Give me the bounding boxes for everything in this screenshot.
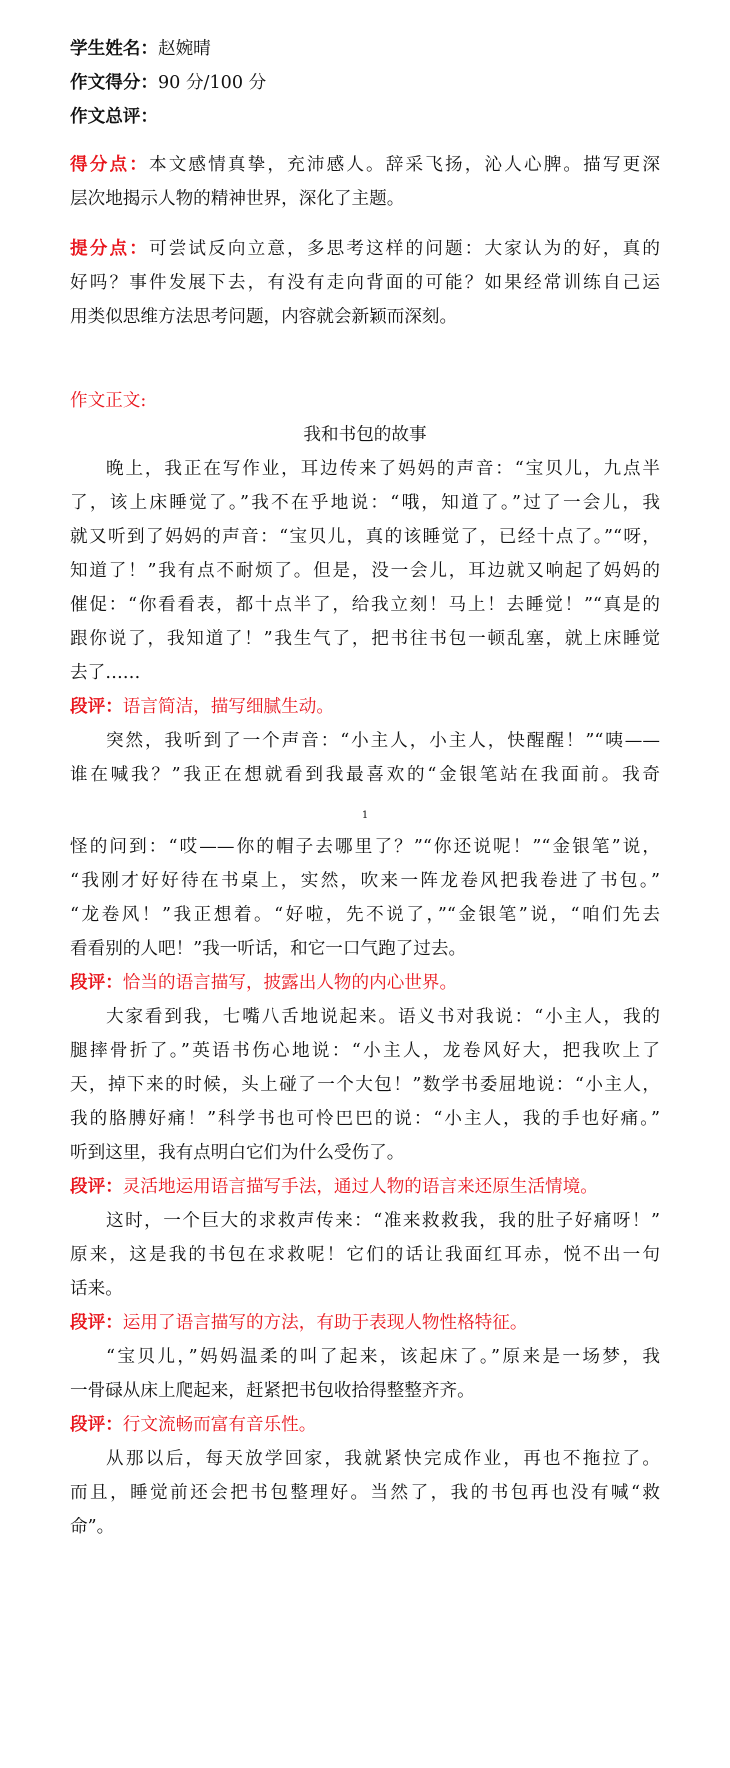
- essay-line: “宝贝儿，”妈妈温柔的叫了起来，该起床了。”原来是一场梦，我: [106, 1347, 660, 1367]
- essay-line: 知道了！”我有点不耐烦了。但是，没一会儿，耳边就又响起了妈妈的: [70, 561, 660, 581]
- essay-line: 去了……: [70, 663, 141, 683]
- essay-line: 催促：“你看看表，都十点半了，给我立刻！马上！去睡觉！”“真是的: [70, 595, 660, 615]
- essay-line: 大家看到我，七嘴八舌地说起来。语义书对我说：“小主人，我的: [106, 1007, 660, 1027]
- comment-label: 段评：: [70, 1312, 123, 1333]
- essay-line: 天，掉下来的时候，头上碰了一个大包！”数学书委屈地说：“小主人，: [70, 1075, 660, 1095]
- essay-line: 这时，一个巨大的求救声传来：“准来救救我，我的肚子好痛呀！”: [106, 1211, 660, 1231]
- essay-line: “龙卷风！”我正想着。“好啦，先不说了，”“金银笔”说，“咱们先去: [70, 905, 660, 925]
- strength-line-1: 得分点：本文感情真挚，充沛感人。辞采飞扬，沁人心脾。描写更深: [70, 154, 660, 175]
- paragraph-comment: 段评：恰当的语言描写，披露出人物的内心世界。: [70, 972, 458, 993]
- essay-line: 跟你说了，我知道了！”我生气了，把书往书包一顿乱塞，就上床睡觉: [70, 629, 660, 649]
- essay-section-label: 作文正文:: [70, 391, 147, 411]
- score-row: [70, 72, 266, 94]
- improve-line-3: 用类似思维方法思考问题，内容就会新颖而深刻。: [70, 307, 458, 327]
- essay-title: 我和书包的故事: [303, 425, 427, 445]
- paragraph-comment: 段评：语言简洁，描写细腻生动。: [70, 696, 334, 717]
- essay-line: 而且，睡觉前还会把书包整理好。当然了，我的书包再也没有喊“救: [70, 1483, 660, 1503]
- paragraph-comment: 段评：行文流畅而富有音乐性。: [70, 1414, 317, 1435]
- essay-line: 命”。: [70, 1517, 115, 1537]
- comment-label: 段评：: [70, 696, 123, 717]
- essay-line: 就又听到了妈妈的声音：“宝贝儿，真的该睡觉了，已经十点了。”“呀，: [70, 527, 660, 547]
- student-name-value: 赵婉晴: [157, 39, 211, 59]
- essay-line: 晚上，我正在写作业，耳边传来了妈妈的声音：“宝贝儿，九点半: [106, 459, 660, 479]
- score-label: 作文得分：: [70, 72, 158, 93]
- essay-line: 我的胳膊好痛！”科学书也可怜巴巴的说：“小主人，我的手也好痛。”: [70, 1109, 660, 1129]
- improve-line-2: 好吗？事件发展下去，有没有走向背面的可能？如果经常训练自己运: [70, 273, 660, 293]
- essay-line: 突然，我听到了一个声音：“小主人，小主人，快醒醒！”“咦——: [106, 731, 660, 751]
- essay-line: “我刚才好好待在书桌上，实然，吹来一阵龙卷风把我卷进了书包。”: [70, 871, 660, 891]
- paragraph-comment: 段评：灵活地运用语言描写手法，通过人物的语言来还原生活情境。: [70, 1176, 598, 1197]
- essay-line: 看看别的人吧！”我一听话，和它一口气跑了过去。: [70, 939, 467, 959]
- improve-line-1: 提分点：可尝试反向立意，多思考这样的问题：大家认为的好，真的: [70, 238, 660, 259]
- summary-label: 作文总评：: [70, 106, 158, 127]
- essay-line: 听到这里，我有点明白它们为什么受伤了。: [70, 1143, 405, 1163]
- strength-line-2: 层次地揭示人物的精神世界，深化了主题。: [70, 189, 405, 209]
- essay-line: 从那以后，每天放学回家，我就紧快完成作业，再也不拖拉了。: [106, 1449, 660, 1469]
- improve-label: 提分点：: [70, 238, 149, 259]
- comment-label: 段评：: [70, 1176, 123, 1197]
- score-value: 90 分/100 分: [157, 73, 267, 93]
- essay-line: 怪的问到：“哎——你的帽子去哪里了？”“你还说呢！”“金银笔”说，: [70, 837, 660, 857]
- essay-line: 了，该上床睡觉了。”我不在乎地说：“哦，知道了。”过了一会儿，我: [70, 493, 660, 513]
- strength-label: 得分点：: [70, 154, 149, 175]
- comment-label: 段评：: [70, 972, 123, 993]
- paragraph-comment: 段评：运用了语言描写的方法，有助于表现人物性格特征。: [70, 1312, 528, 1333]
- page-number: 1: [361, 810, 369, 821]
- comment-label: 段评：: [70, 1414, 123, 1435]
- student-name-label: 学生姓名：: [70, 38, 158, 59]
- essay-line: 原来，这是我的书包在求救呢！它们的话让我面红耳赤，悦不出一句: [70, 1245, 660, 1265]
- essay-line: 话来。: [70, 1279, 123, 1299]
- essay-line: 一骨碌从床上爬起来，赶紧把书包收拾得整整齐齐。: [70, 1381, 475, 1401]
- essay-line: 谁在喊我？”我正在想就看到我最喜欢的“金银笔站在我面前。我奇: [70, 765, 660, 785]
- essay-line: 腿摔骨折了。”英语书伤心地说：“小主人，龙卷风好大，把我吹上了: [70, 1041, 660, 1061]
- student-name-row: [70, 38, 211, 60]
